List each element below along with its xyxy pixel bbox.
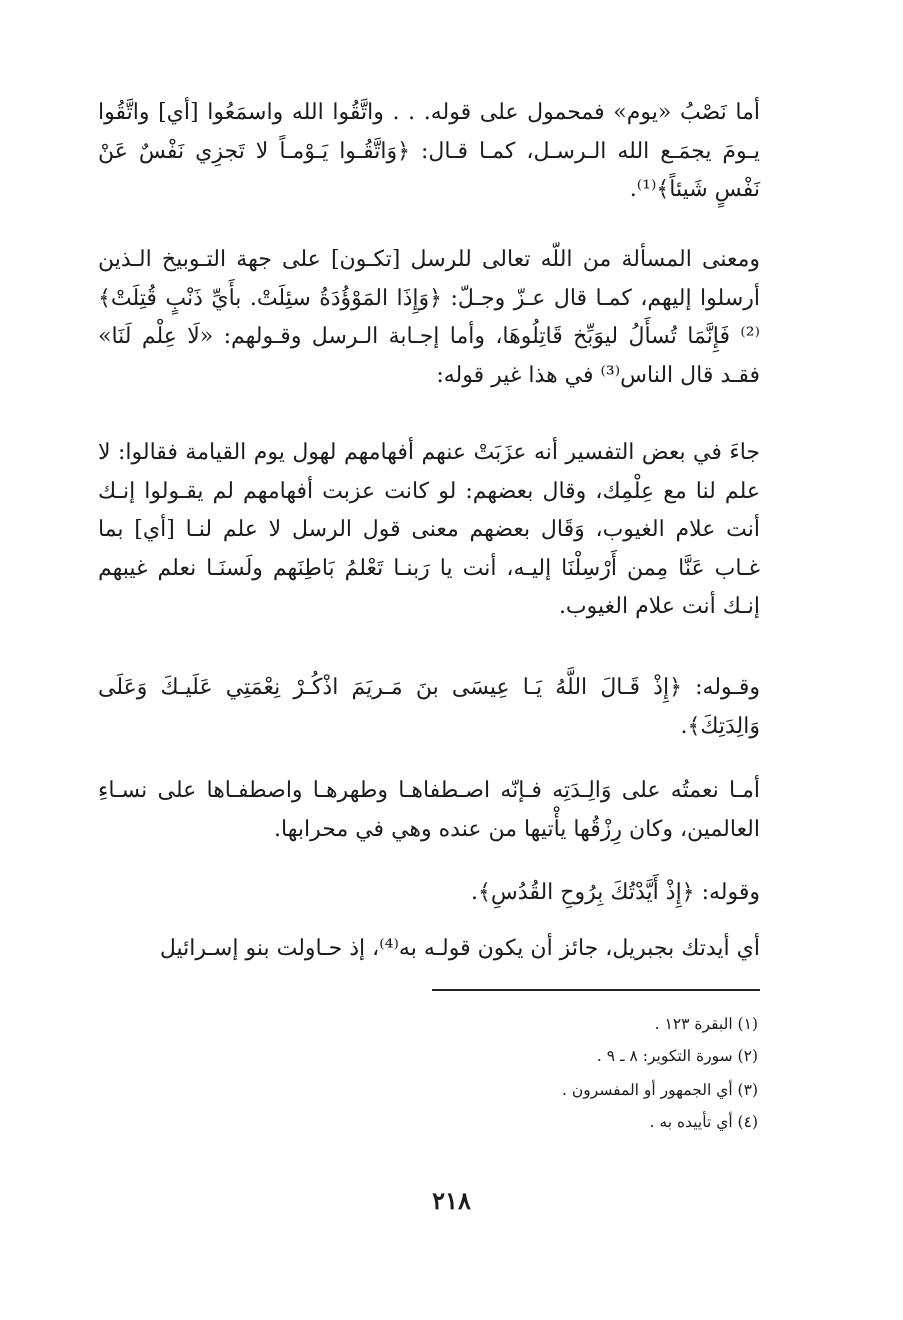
body-paragraph-2 [98,241,760,395]
footnote-4: (٤) أي تأييده به . [649,1113,758,1131]
paragraph-text: أمـا نعمتُه على وَالِـدَتِه فـإنّه اصـطفاهـا وطهرهـا واصطفـاها على نسـاءِ العالمين، وكان رِزْقُها يأْتيها من عنده وهي في محرابها. [98,778,760,842]
body-paragraph-3 [98,434,760,627]
body-paragraph-5 [98,772,760,849]
footnote-3: (٣) أي الجمهور أو المفسرون . [562,1081,758,1099]
footnote-2: (٢) سورة التكوير: ٨ ـ ٩ . [596,1047,758,1065]
paragraph-text: وقـوله: ﴿إِذْ قَـالَ اللَّهُ يَـا عِيسَى بنَ مَـريَمَ اذْكُـرْ نِعْمَتِي عَلَيـكَ وَعَلَى وَالِدَتِكَ﴾. [98,675,760,739]
page-number: ٢١٨ [432,1186,471,1215]
body-paragraph-1 [98,94,760,210]
paragraph-text: أي أيدتك بجبريل، جائز أن يكون قولـه به⁽⁴⁾، إذ حـاولت بنو إسـرائيل [159,936,760,961]
footnote-1: (١) البقرة ١٢٣ . [654,1015,758,1033]
paragraph-text: جاءَ في بعض التفسير أنه عزَبَتْ عنهم أفهامهم لهول يوم القيامة فقالوا: لا علم لنا مع عِلْمِك، وقال بعضهم: لو كانت عزبت أفهامهم لم يقـولوا إنـك أنت علام الغيوب، وَقَال بعضهم معنى قول الرسل لا علم لنـا [أي] بما غـاب عَنَّا مِمن أَرْسِلْنَا إليـه، أنت يا رَبنـا تَعْلمُ بَاطِنَهم ولَسنَـا نعلم غيبهم إنـك أنت علام الغيوب. [98,440,760,619]
paragraph-text: وقوله: ﴿إِذْ أَيَّدْتُكَ بِرُوحِ القُدُسِ﴾. [471,880,760,905]
body-paragraph-4 [98,669,760,746]
body-paragraph-6 [98,874,760,913]
body-paragraph-7 [98,930,760,969]
paragraph-text: أما نَصْبُ «يوم» فمحمول على قوله. . . واتَّقُوا الله واسمَعُوا [أي] واتَّقُوا يـومَ يجمَـع الله الـرسـل، كمـا قـال: ﴿وَاتَّقُـوا يَـوْمـاً لا تَجزِي نَفْسٌ عَنْ نَفْسٍ شَيئاً﴾⁽¹⁾. [98,100,760,202]
paragraph-text: ومعنى المسألة من اللّه تعالى للرسل [تكـون] على جهة التـوبيخ الـذين أرسلوا إليهم، كمـا قال عـزّ وجـلّ: ﴿وَإِذَا المَوْؤُدَةُ سئِلَتْ. بأَيِّ ذَنْبٍ قُتِلَتْ﴾⁽²⁾ فَإِنَّمَا تُسأَلُ ليوَبِّخ قَاتِلُوهَا، وأما إجـابة الـرسل وقـولهم: «لَا عِلْم لَنَا» فقـد قال الناس⁽³⁾ في هذا غير قوله: [98,247,760,388]
footnote-separator [432,989,760,991]
